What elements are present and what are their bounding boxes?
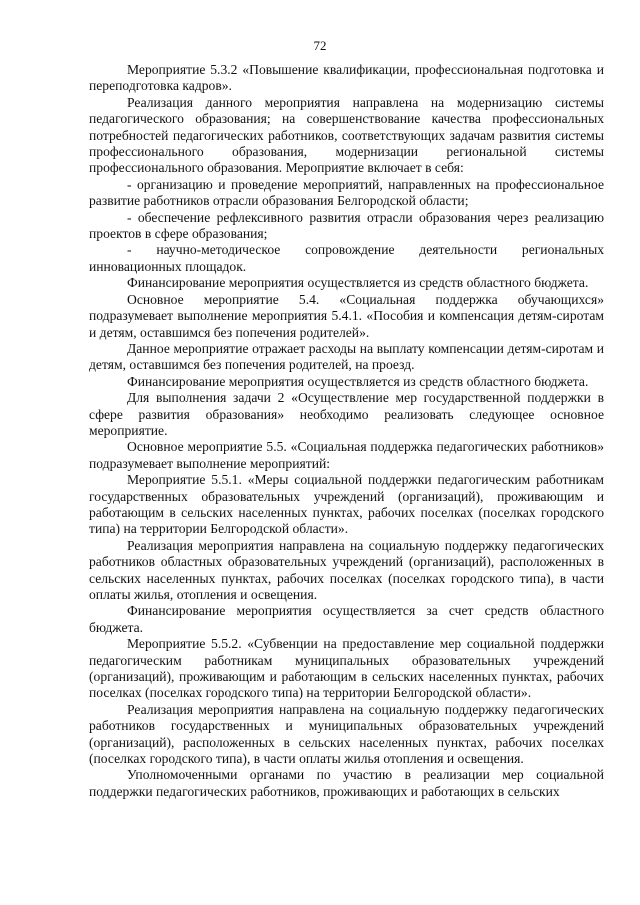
document-body	[89, 62, 604, 800]
paragraph-measure-5-4-expenses: Данное мероприятие отражает расходы на выплату компенсации детям-сиротам и детям, оставшимся без попечения родителей, на проезд.	[89, 340, 604, 373]
page-number: 72	[313, 38, 327, 53]
paragraph-measure-5-5-1-implementation: Реализация мероприятия направлена на социальную поддержку педагогических работников областных образовательных учреждений (организаций), расположенных в сельских населенных пунктах, рабочих поселках (поселках городского типа), в части оплаты жилья, отопления и освещения.	[89, 537, 604, 602]
paragraph-measure-5-5-1: Мероприятие 5.5.1. «Меры социальной поддержки педагогическим работникам государственных образовательных учреждений (организаций), проживающим и работающим в сельских населенных пунктах, рабочих поселках (поселках городского типа) на территории Белгородской области».	[89, 472, 604, 537]
paragraph-task-2: Для выполнения задачи 2 «Осуществление мер государственной поддержки в сфере развития образования» необходимо реализовать следующее основное мероприятие.	[89, 390, 604, 438]
paragraph-financing-1: Финансирование мероприятия осуществляется из средств областного бюджета.	[127, 275, 589, 291]
paragraph-main-measure-5-4: Основное мероприятие 5.4. «Социальная поддержка обучающихся» подразумевает выполнение мероприятия 5.4.1. «Пособия и компенсация детям-сиротам и детям, оставшимся без попечения родителей».	[89, 291, 604, 340]
paragraph-measure-5-5-2-implementation: Реализация мероприятия направлена на социальную поддержку педагогических работников государственных и муниципальных образовательных учреждений (организаций), расположенных в сельских населенных пунктах, рабочих поселках (поселках городского типа), в части оплаты жилья отопления и освещения.	[89, 701, 604, 767]
paragraph-financing-3: Финансирование мероприятия осуществляется за счет средств областного бюджета.	[89, 603, 604, 635]
paragraph-measure-5-3-2-description: Реализация данного мероприятия направлена на модернизацию системы педагогического образования; на совершенствование качества профессиональных потребностей педагогических работников, соответствующих задачам развития системы профессионального образования, модернизации региональной системы профессионального образования. Мероприятие включает в себя:	[89, 94, 604, 176]
paragraph-financing-2: Финансирование мероприятия осуществляется из средств областного бюджета.	[127, 373, 589, 389]
paragraph-authorized-bodies: Уполномоченными органами по участию в реализации мер социальной поддержки педагогических работников, проживающих и работающих в сельских	[89, 767, 604, 799]
paragraph-measure-5-3-2-title: Мероприятие 5.3.2 «Повышение квалификации, профессиональная подготовка и переподготовка кадров».	[89, 62, 604, 94]
list-item-organization-events: - организацию и проведение мероприятий, направленных на профессиональное развитие работников отрасли образования Белгородской области;	[89, 176, 604, 209]
list-item-reflexive-development: - обеспечение рефлексивного развития отрасли образования через реализацию проектов в сфере образования;	[89, 209, 604, 242]
paragraph-measure-5-5-2: Мероприятие 5.5.2. «Субвенции на предоставление мер социальной поддержки педагогическим работникам муниципальных образовательных учреждений (организаций), проживающим и работающим в сельских населенных пунктах, рабочих поселках (поселках городского типа) на территории Белгородской области».	[89, 636, 604, 701]
list-item-methodological-support: - научно-методическое сопровождение деятельности региональных инновационных площадок.	[89, 242, 604, 274]
paragraph-main-measure-5-5: Основное мероприятие 5.5. «Социальная поддержка педагогических работников» подразумевает выполнение мероприятий:	[89, 439, 604, 471]
